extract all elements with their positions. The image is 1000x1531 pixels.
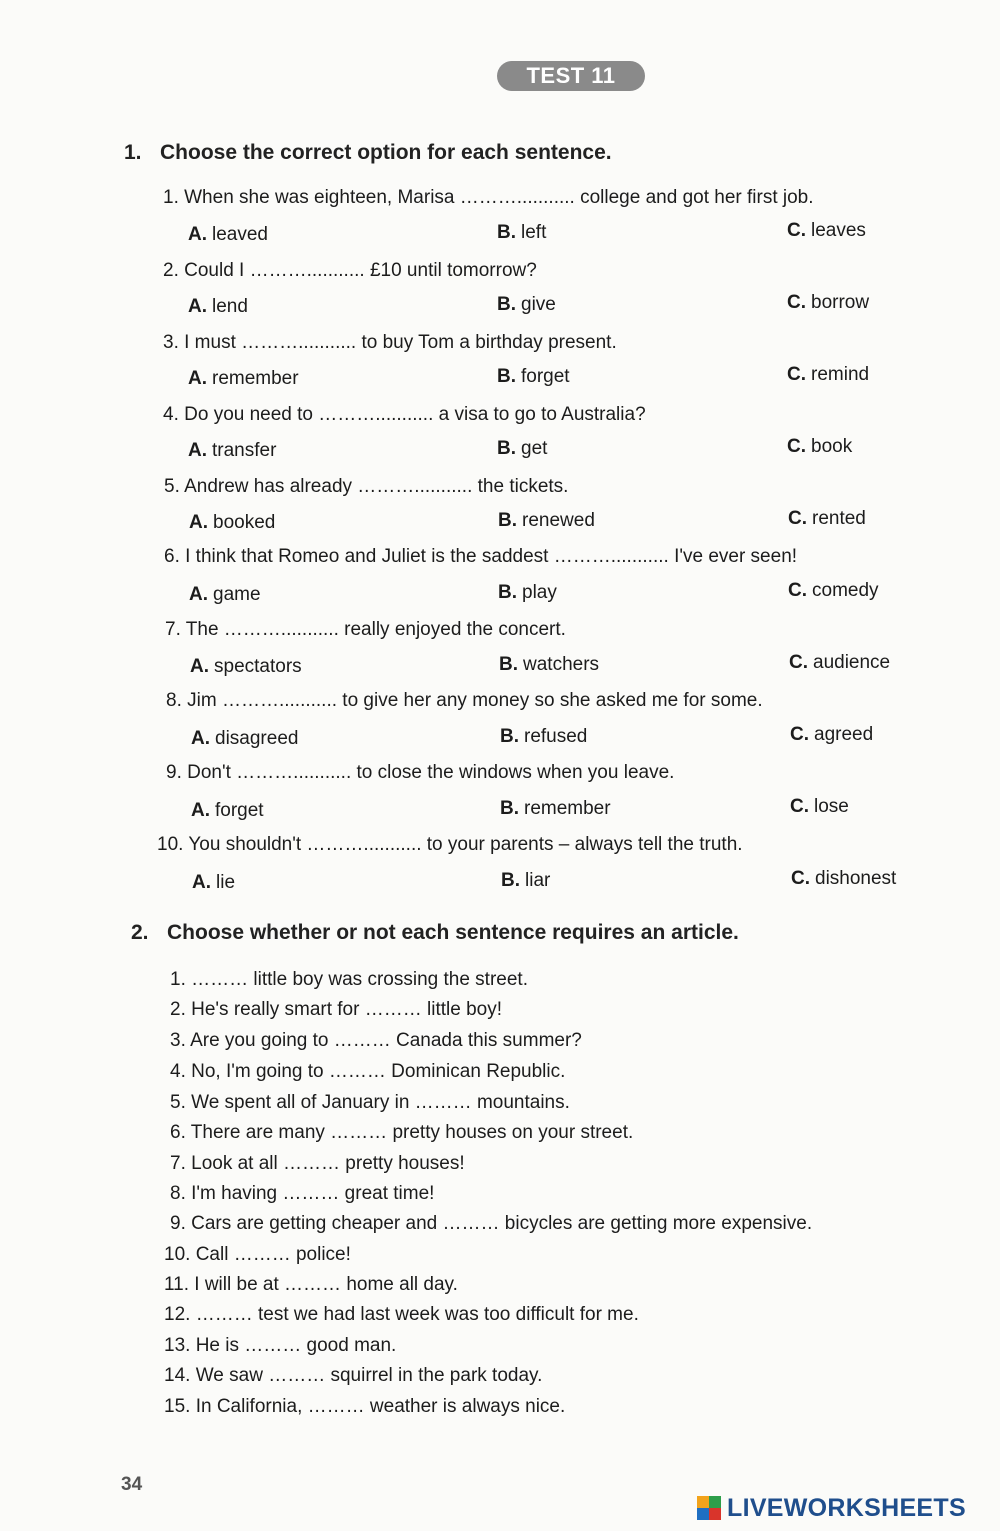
- section2-title: [131, 921, 739, 945]
- option-text: comedy: [812, 580, 879, 601]
- s2-item-11: 11. I will be at ……… home all day.: [164, 1274, 458, 1295]
- section2-number: 2.: [131, 921, 149, 944]
- s1-q1-option-c[interactable]: [787, 220, 866, 242]
- s1-q10-option-a[interactable]: [192, 872, 235, 894]
- option-text: lie: [216, 872, 236, 893]
- option-text: refused: [524, 726, 588, 747]
- s1-question-8: 8. Jim ………........... to give her any money so she asked me for some.: [166, 690, 763, 711]
- option-letter: B.: [501, 870, 520, 891]
- s1-q4-option-b[interactable]: [497, 438, 547, 460]
- option-text: booked: [213, 512, 276, 533]
- option-text: remind: [811, 364, 870, 385]
- option-letter: C.: [787, 220, 806, 241]
- s2-item-14: 14. We saw ……… squirrel in the park today.: [164, 1365, 543, 1386]
- s1-q8-option-b[interactable]: [500, 726, 587, 748]
- s1-q5-option-c[interactable]: [788, 508, 866, 530]
- s2-item-5: 5. We spent all of January in ……… mountains.: [170, 1092, 570, 1113]
- option-text: rented: [812, 508, 866, 529]
- liveworksheets-logo-icon: [697, 1496, 721, 1520]
- option-text: game: [213, 584, 261, 605]
- option-letter: B.: [499, 654, 518, 675]
- option-text: lend: [212, 296, 248, 317]
- section2-heading: Choose whether or not each sentence requires an article.: [167, 921, 739, 944]
- option-letter: A.: [191, 728, 210, 749]
- option-text: watchers: [523, 654, 600, 675]
- s1-question-9: 9. Don't ………........... to close the windows when you leave.: [166, 762, 675, 783]
- option-letter: B.: [498, 582, 517, 603]
- s2-item-13: 13. He is ……… good man.: [164, 1335, 397, 1356]
- s2-item-6: 6. There are many ……… pretty houses on your street.: [170, 1122, 634, 1143]
- option-letter: A.: [188, 296, 207, 317]
- s2-item-12: 12. ……… test we had last week was too difficult for me.: [164, 1304, 639, 1325]
- option-text: forget: [215, 800, 264, 821]
- s1-q1-option-b[interactable]: [497, 222, 546, 244]
- s1-q7-option-a[interactable]: [190, 656, 302, 678]
- section1-title: [124, 141, 612, 165]
- option-text: agreed: [814, 724, 874, 745]
- option-letter: C.: [790, 796, 809, 817]
- option-text: leaves: [811, 220, 866, 241]
- watermark-text: LIVEWORKSHEETS: [727, 1493, 966, 1522]
- option-text: remember: [524, 798, 611, 819]
- s2-item-9: 9. Cars are getting cheaper and ……… bicycles are getting more expensive.: [170, 1213, 813, 1234]
- s1-q9-option-a[interactable]: [191, 800, 264, 822]
- option-letter: C.: [789, 652, 808, 673]
- option-letter: A.: [191, 800, 210, 821]
- s1-q2-option-a[interactable]: [188, 296, 248, 318]
- option-text: forget: [521, 366, 570, 387]
- option-text: spectators: [214, 656, 302, 677]
- s1-q3-option-a[interactable]: [188, 368, 299, 390]
- option-letter: A.: [188, 440, 207, 461]
- option-text: liar: [525, 870, 551, 891]
- option-text: renewed: [522, 510, 595, 531]
- option-letter: C.: [787, 436, 806, 457]
- option-letter: A.: [192, 872, 211, 893]
- s1-q9-option-b[interactable]: [500, 798, 611, 820]
- s1-q1-option-a[interactable]: [188, 224, 268, 246]
- s1-q9-option-c[interactable]: [790, 796, 849, 818]
- option-text: dishonest: [815, 868, 897, 889]
- option-letter: A.: [188, 368, 207, 389]
- s2-item-7: 7. Look at all ……… pretty houses!: [170, 1153, 465, 1174]
- option-text: transfer: [212, 440, 277, 461]
- option-letter: A.: [189, 584, 208, 605]
- option-letter: B.: [500, 798, 519, 819]
- s1-question-6: 6. I think that Romeo and Juliet is the saddest ………........... I've ever seen!: [164, 546, 798, 567]
- option-text: left: [521, 222, 547, 243]
- option-letter: B.: [498, 510, 517, 531]
- option-text: audience: [813, 652, 891, 673]
- s1-q6-option-a[interactable]: [189, 584, 261, 606]
- option-letter: C.: [790, 724, 809, 745]
- option-text: borrow: [811, 292, 870, 313]
- s1-q4-option-c[interactable]: [787, 436, 852, 458]
- option-letter: B.: [497, 222, 516, 243]
- s1-question-10: 10. You shouldn't ………........... to your parents – always tell the truth.: [157, 834, 743, 855]
- s1-q10-option-b[interactable]: [501, 870, 550, 892]
- option-letter: C.: [788, 580, 807, 601]
- option-letter: B.: [497, 294, 516, 315]
- s1-q5-option-b[interactable]: [498, 510, 595, 532]
- section1-heading: Choose the correct option for each sentence.: [160, 141, 612, 164]
- option-text: leaved: [212, 224, 268, 245]
- s1-question-2: 2. Could I ………........... £10 until tomorrow?: [163, 260, 537, 281]
- option-letter: B.: [497, 438, 516, 459]
- s1-q7-option-c[interactable]: [789, 652, 890, 674]
- s1-q6-option-b[interactable]: [498, 582, 557, 604]
- option-text: lose: [814, 796, 849, 817]
- s2-item-8: 8. I'm having ……… great time!: [170, 1183, 435, 1204]
- s2-item-2: 2. He's really smart for ……… little boy!: [170, 999, 502, 1020]
- s1-q10-option-c[interactable]: [791, 868, 896, 890]
- s1-q8-option-a[interactable]: [191, 728, 298, 750]
- s1-q2-option-b[interactable]: [497, 294, 556, 316]
- option-text: give: [521, 294, 556, 315]
- s2-item-3: 3. Are you going to ……… Canada this summer?: [170, 1030, 582, 1051]
- s2-item-15: 15. In California, ……… weather is always nice.: [164, 1396, 566, 1417]
- s1-q5-option-a[interactable]: [189, 512, 275, 534]
- option-letter: C.: [791, 868, 810, 889]
- option-text: disagreed: [215, 728, 299, 749]
- section1-number: 1.: [124, 141, 142, 164]
- s2-item-10: 10. Call ……… police!: [164, 1244, 351, 1265]
- s1-q6-option-c[interactable]: [788, 580, 879, 602]
- s1-question-1: 1. When she was eighteen, Marisa ………........... college and got her first job.: [163, 187, 814, 208]
- option-letter: B.: [497, 366, 516, 387]
- test-badge: TEST 11: [497, 61, 645, 91]
- liveworksheets-watermark: [697, 1493, 966, 1523]
- s1-question-5: 5. Andrew has already ………........... the tickets.: [164, 476, 569, 497]
- option-letter: B.: [500, 726, 519, 747]
- option-letter: A.: [188, 224, 207, 245]
- s1-question-7: 7. The ………........... really enjoyed the concert.: [165, 619, 566, 640]
- s2-item-1: 1. ……… little boy was crossing the street.: [170, 969, 528, 990]
- option-letter: C.: [787, 364, 806, 385]
- option-letter: C.: [788, 508, 807, 529]
- option-letter: C.: [787, 292, 806, 313]
- s1-question-3: 3. I must ………........... to buy Tom a birthday present.: [163, 332, 617, 353]
- s2-item-4: 4. No, I'm going to ……… Dominican Republic.: [170, 1061, 566, 1082]
- s1-question-4: 4. Do you need to ………........... a visa to go to Australia?: [163, 404, 646, 425]
- s1-q4-option-a[interactable]: [188, 440, 276, 462]
- option-text: book: [811, 436, 853, 457]
- option-text: remember: [212, 368, 299, 389]
- s1-q3-option-c[interactable]: [787, 364, 869, 386]
- option-letter: A.: [190, 656, 209, 677]
- s1-q2-option-c[interactable]: [787, 292, 869, 314]
- s1-q8-option-c[interactable]: [790, 724, 873, 746]
- s1-q3-option-b[interactable]: [497, 366, 570, 388]
- option-text: get: [521, 438, 548, 459]
- s1-q7-option-b[interactable]: [499, 654, 599, 676]
- option-letter: A.: [189, 512, 208, 533]
- page-number: 34: [121, 1474, 143, 1495]
- option-text: play: [522, 582, 557, 603]
